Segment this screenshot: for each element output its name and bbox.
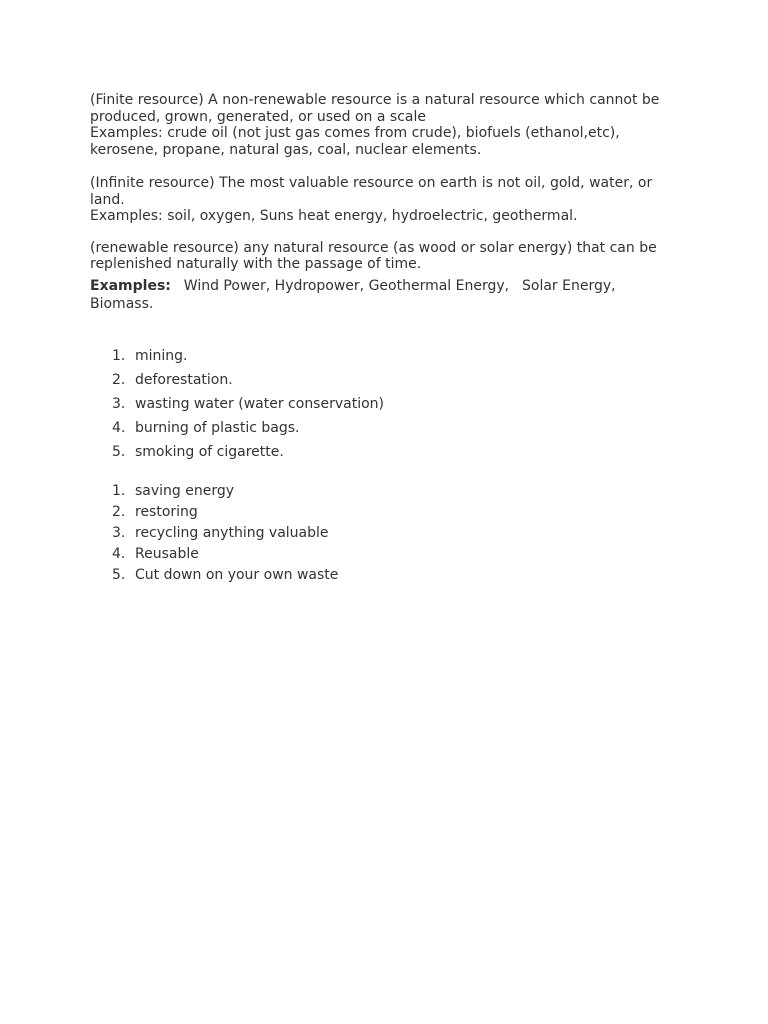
problems-list	[90, 344, 690, 464]
infinite-resource-paragraph	[90, 175, 690, 225]
list-item	[90, 502, 690, 523]
list-item-number: 3.	[112, 524, 126, 541]
list-item	[90, 392, 690, 416]
list-item-number: 4.	[112, 419, 126, 436]
renewable-resource-paragraph: (renewable resource) any natural resource (as wood or solar energy) that can be replenished naturally with the passage of time.	[90, 239, 657, 272]
renewable-examples-line	[90, 277, 690, 313]
list-item-text: Cut down on your own waste	[135, 566, 339, 583]
list-item	[90, 565, 690, 586]
list-item-text: saving energy	[135, 482, 235, 499]
list-item-text: smoking of cigarette.	[135, 443, 284, 460]
list-item-text: mining.	[135, 347, 188, 364]
list-item	[90, 523, 690, 544]
finite-resource-paragraph	[90, 92, 690, 158]
list-item-text: restoring	[135, 503, 198, 520]
list-item	[90, 544, 690, 565]
finite-resource-text: A non-renewable resource is a natural resource which cannot be produced, grown, generated, or used on a scale	[90, 92, 660, 125]
infinite-examples-label: Examples:	[90, 208, 163, 224]
list-item	[90, 440, 690, 464]
renewable-example-item: Hydropower,	[274, 277, 365, 294]
list-item	[90, 368, 690, 392]
list-item-number: 5.	[112, 443, 126, 460]
list-item-number: 2.	[112, 371, 126, 388]
solutions-list	[90, 481, 690, 586]
list-item-number: 5.	[112, 566, 126, 583]
finite-resource-label: (Finite resource)	[90, 92, 204, 108]
infinite-resource-text: The most valuable resource on earth is not oil, gold, water, or land.	[90, 175, 653, 208]
list-item-text: wasting water (water conservation)	[135, 395, 384, 412]
renewable-example-item: Solar Energy,	[522, 277, 616, 294]
list-item-number: 3.	[112, 395, 126, 412]
infinite-examples-text: soil, oxygen, Suns heat energy, hydroelectric, geothermal.	[162, 208, 578, 224]
renewable-examples-label: Examples:	[90, 277, 171, 294]
document-page	[90, 92, 690, 586]
finite-resource-examples: Examples: crude oil (not just gas comes from crude), biofuels (ethanol,etc), kerosene, propane, natural gas, coal, nuclear elements.	[90, 125, 620, 158]
list-item-text: deforestation.	[135, 371, 233, 388]
renewable-example-item: Biomass.	[90, 295, 154, 312]
list-item	[90, 416, 690, 440]
list-item	[90, 481, 690, 502]
renewable-example-item: Wind Power,	[183, 277, 271, 294]
list-item-number: 1.	[112, 482, 126, 499]
list-item-text: burning of plastic bags.	[135, 419, 300, 436]
list-item-text: recycling anything valuable	[135, 524, 329, 541]
list-item-number: 1.	[112, 347, 126, 364]
list-item-number: 4.	[112, 545, 126, 562]
list-item-number: 2.	[112, 503, 126, 520]
list-item	[90, 344, 690, 368]
list-item-text: Reusable	[135, 545, 199, 562]
infinite-resource-label: (Infinite resource)	[90, 175, 215, 191]
renewable-example-item: Geothermal Energy,	[368, 277, 510, 294]
